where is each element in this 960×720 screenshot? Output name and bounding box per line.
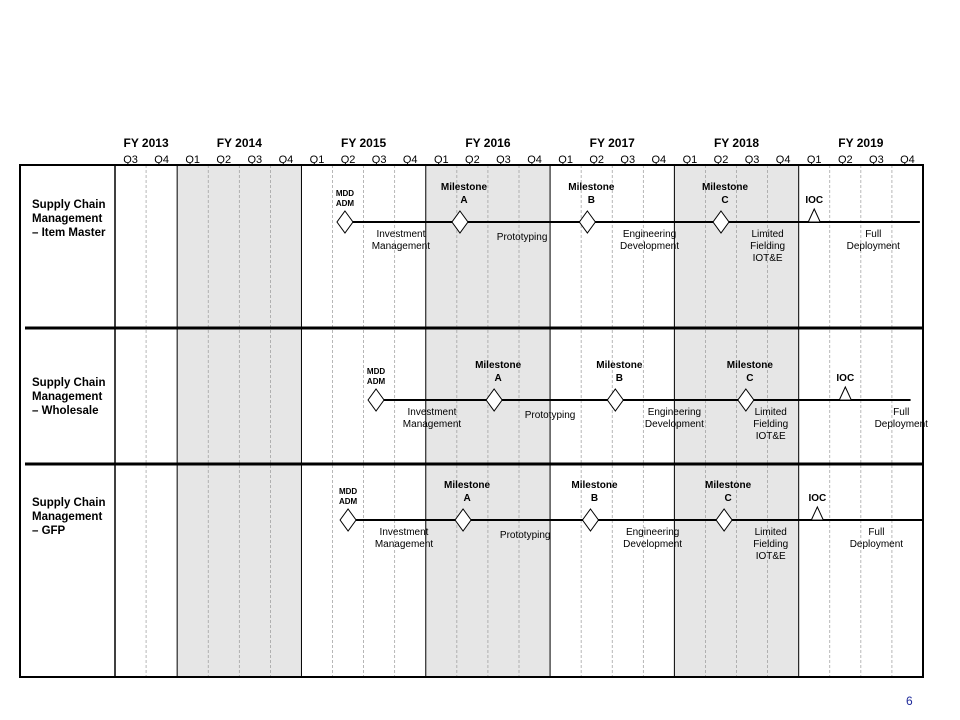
fiscal-year-label: FY 2016: [465, 136, 511, 150]
milestone-label: Milestone B: [571, 480, 618, 504]
phase-label: Engineering Development: [623, 527, 683, 550]
quarter-label: Q4: [402, 154, 418, 166]
quarter-label: Q4: [651, 154, 667, 166]
ioc-label: IOC: [808, 493, 827, 504]
row-label: Supply Chain Management – Wholesale: [32, 377, 106, 417]
phase-label: Investment Management: [371, 229, 431, 252]
quarter-label: Q1: [558, 154, 573, 166]
phase-label: Prototyping: [499, 530, 551, 541]
phase-label: Investment Management: [402, 407, 462, 430]
quarter-label: Q3: [371, 154, 387, 166]
quarter-label: Q2: [465, 154, 480, 166]
phase-label: Full Deployment: [846, 229, 900, 252]
quarter-label: Q2: [589, 154, 605, 166]
fiscal-year-label: FY 2018: [713, 136, 760, 150]
milestone-label: Milestone C: [726, 360, 773, 384]
phase-label: Prototyping: [524, 410, 576, 421]
milestone-diamond: [368, 389, 384, 411]
milestone-diamond: [579, 211, 595, 233]
phase-label: Investment Management: [374, 527, 434, 550]
ioc-triangle: [811, 507, 823, 520]
mdd-adm-label: MDD ADM: [366, 367, 386, 386]
milestone-label: Milestone A: [475, 360, 522, 384]
fiscal-year-label: FY 2017: [589, 136, 635, 150]
row-label: Supply Chain Management – Item Master: [32, 199, 106, 239]
quarter-label: Q2: [713, 154, 729, 166]
mdd-adm-label: MDD ADM: [338, 487, 358, 506]
quarter-label: Q1: [433, 154, 449, 166]
quarter-label: Q3: [620, 154, 636, 166]
phase-label: Full Deployment: [849, 527, 904, 550]
quarter-label: Q3: [123, 154, 138, 166]
quarter-label: Q4: [775, 154, 791, 166]
row-label: Supply Chain Management – GFP: [32, 497, 106, 537]
ioc-label: IOC: [836, 373, 855, 384]
phase-label: Engineering Development: [620, 229, 679, 252]
quarter-label: Q4: [527, 154, 542, 166]
milestone-diamond: [337, 211, 353, 233]
milestone-label: Milestone C: [705, 480, 752, 504]
quarter-label: Q4: [154, 154, 169, 166]
ioc-triangle: [808, 209, 820, 222]
milestone-label: Milestone B: [596, 360, 643, 384]
milestone-diamond: [607, 389, 623, 411]
milestone-label: Milestone A: [440, 182, 488, 206]
quarter-label: Q1: [806, 154, 822, 166]
milestone-diamond: [340, 509, 356, 531]
quarter-label: Q1: [309, 154, 325, 166]
milestone-label: Milestone C: [701, 182, 749, 206]
fiscal-year-label: FY 2013: [123, 136, 169, 150]
phase-label: Engineering Development: [644, 407, 704, 430]
quarter-label: Q4: [900, 154, 915, 166]
milestone-diamond: [582, 509, 598, 531]
quarter-label: Q3: [247, 154, 263, 166]
phase-label: Limited Fielding IOT&E: [750, 229, 786, 264]
quarter-label: Q3: [744, 154, 760, 166]
phase-label: Prototyping: [496, 232, 548, 243]
quarter-label: Q1: [682, 154, 698, 166]
phase-label: Limited Fielding IOT&E: [753, 407, 789, 442]
phase-label: Limited Fielding IOT&E: [753, 527, 789, 562]
milestone-label: Milestone B: [568, 182, 615, 206]
quarter-label: Q2: [340, 154, 356, 166]
quarter-label: Q3: [869, 154, 884, 166]
quarter-label: Q1: [185, 154, 201, 166]
quarter-label: Q3: [496, 154, 511, 166]
quarter-label: Q2: [216, 154, 232, 166]
fiscal-year-label: FY 2014: [216, 136, 262, 150]
quarter-label: Q4: [278, 154, 294, 166]
ioc-triangle: [839, 387, 851, 400]
fiscal-year-label: FY 2015: [341, 136, 387, 150]
phase-label: Full Deployment: [874, 407, 928, 430]
ioc-label: IOC: [805, 195, 824, 206]
milestone-label: Milestone A: [443, 480, 491, 504]
quarter-label: Q2: [837, 154, 853, 166]
fiscal-year-label: FY 2019: [838, 136, 884, 150]
mdd-adm-label: MDD ADM: [335, 189, 355, 208]
page-number: 6: [906, 694, 913, 708]
